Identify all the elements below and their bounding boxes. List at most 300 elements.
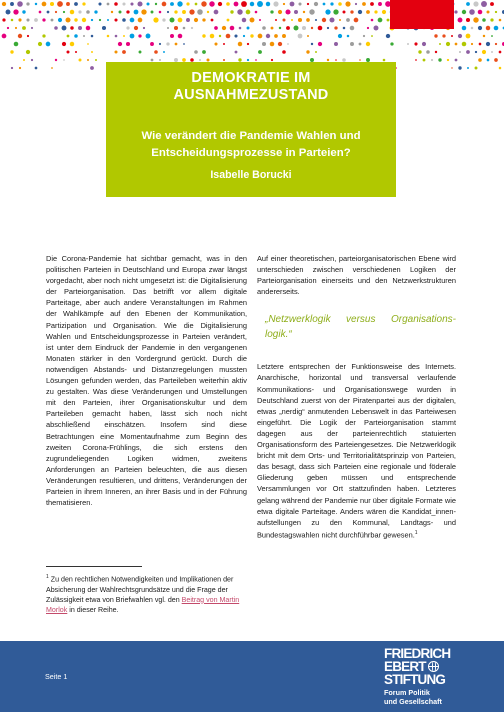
footnote-reference[interactable]: 1 [414, 529, 418, 536]
decorative-dot [407, 43, 409, 45]
decorative-dot [211, 19, 214, 22]
decorative-dot [159, 59, 161, 61]
decorative-dot [226, 2, 230, 6]
decorative-dot [275, 19, 277, 21]
decorative-dot [499, 51, 502, 54]
decorative-dot [114, 2, 118, 6]
decorative-dot [438, 58, 441, 61]
decorative-dot [241, 1, 247, 7]
decorative-dot [102, 26, 106, 30]
decorative-dot [247, 27, 250, 30]
decorative-dot [74, 2, 78, 6]
decorative-dot [483, 35, 485, 37]
decorative-dot [271, 27, 274, 30]
footnote-number: 1 [46, 574, 49, 580]
decorative-dot [6, 10, 11, 15]
footnote: $^1$ Zu den rechtlichen Notwendigkeiten und Implikationen der Absicherung der Wahlrechtsgrundsätze und die Frage der Zulässigkeit etwa von Briefwahlen vgl. den Beitrag von Martin Morlok in dieser Reihe. [46, 574, 240, 614]
decorative-dot [243, 35, 245, 37]
decorative-dot [126, 10, 129, 13]
decorative-dot [367, 27, 369, 29]
decorative-dot [167, 11, 169, 13]
decorative-dot [87, 43, 89, 45]
decorative-dot [130, 2, 133, 5]
decorative-dot [7, 27, 9, 29]
decorative-dot [442, 34, 445, 37]
decorative-dot [114, 18, 117, 21]
decorative-dot [278, 42, 282, 46]
decorative-dot [123, 35, 125, 37]
decorative-dot [214, 42, 217, 45]
decorative-dot [199, 59, 201, 61]
decorative-dot [99, 19, 101, 21]
decorative-dot [163, 51, 165, 53]
decorative-dot [11, 67, 13, 69]
decorative-dot [242, 18, 247, 23]
decorative-dot [290, 2, 295, 7]
decorative-dot [202, 50, 206, 54]
decorative-dot [338, 34, 342, 38]
decorative-dot [462, 26, 467, 31]
decorative-dot [495, 11, 497, 13]
decorative-dot [247, 43, 249, 45]
decorative-dot [363, 35, 365, 37]
decorative-dot [350, 26, 355, 31]
decorative-dot [75, 51, 77, 53]
decorative-dot [170, 2, 174, 6]
decorative-dot [230, 10, 233, 13]
decorative-dot [222, 26, 226, 30]
decorative-dot [250, 34, 253, 37]
decorative-dot [246, 10, 251, 15]
decorative-dot [451, 67, 452, 68]
decorative-dot [371, 35, 373, 37]
decorative-dot [486, 42, 490, 46]
decorative-dot [2, 18, 5, 21]
decorative-dot [58, 18, 62, 22]
decorative-dot [309, 9, 314, 14]
decorative-dot [178, 34, 183, 39]
decorative-dot [358, 10, 362, 14]
decorative-dot [134, 26, 138, 30]
decorative-dot [74, 34, 78, 38]
decorative-dot [286, 26, 290, 30]
decorative-dot [495, 43, 497, 45]
decorative-dot [323, 3, 326, 6]
decorative-dot [499, 19, 502, 22]
decorative-dot [466, 2, 470, 6]
decorative-dot [195, 3, 198, 6]
decorative-dot [151, 59, 154, 62]
decorative-dot [355, 3, 357, 5]
decorative-dot [378, 2, 382, 6]
decorative-dot [386, 34, 390, 38]
decorative-dot [471, 43, 473, 45]
decorative-dot [282, 34, 286, 38]
decorative-dot [141, 9, 146, 14]
decorative-dot [234, 34, 237, 37]
decorative-dot [354, 18, 359, 23]
decorative-dot [138, 18, 143, 23]
decorative-dot [90, 66, 94, 70]
decorative-dot [382, 10, 386, 14]
decorative-dot [478, 10, 483, 15]
decorative-dot [83, 35, 85, 37]
decorative-dot [155, 3, 157, 5]
decorative-dot [471, 27, 474, 30]
decorative-dot [426, 50, 430, 54]
body-paragraph: Letztere entsprechen der Funktionsweise des Internets. Anarchische, horizontal und transversal verlaufende Kommunikations- und Organisationswege wurden in Deutschland zuerst von der Piratenpartei aus der digitalen, etwas „nerdig“ anmutenden Lebenswelt in das Parteiwesen eingeführt. Die Logik der Parteiorganisation stammt dagegen aus der parteienrechtlich statuierten Organisationsform des Parteiengesetzes. Die Netzwerklogik bricht mit dem Orts- und Territorialitätsprinzip von Parteien, das besagt, dass sich Parteien eine regionale und föderale Gliederung geben müssen und entsprechende Versammlungen vor Ort stattzufinden haben. Letzteres gelang während der Pandemie nur über digitale Formate wie etwa digitale Parteitage. Anders wären die Kandidat_innen-aufstellungen zu den Kommunal, Landtags- und Bundestagswahlen nicht durchführbar gewesen.$^1$ [257, 362, 456, 540]
decorative-dot [282, 18, 285, 21]
decorative-dot [350, 10, 353, 13]
decorative-dot [210, 34, 215, 39]
pull-quote: „Netzwerklogik versus Organisations-logik.“ [265, 314, 456, 340]
decorative-dot [334, 26, 337, 29]
decorative-dot [273, 1, 278, 6]
decorative-dot [91, 35, 94, 38]
title-box [106, 62, 396, 197]
decorative-dot [91, 51, 93, 53]
decorative-dot [214, 10, 219, 15]
decorative-dot [57, 1, 63, 7]
decorative-dot [38, 42, 42, 46]
decorative-dot [481, 1, 487, 7]
decorative-dot [333, 9, 338, 14]
footnote-divider [46, 566, 142, 567]
globe-icon [428, 661, 439, 672]
decorative-dot [478, 58, 482, 62]
decorative-dot [162, 2, 167, 7]
decorative-dot [302, 26, 306, 30]
decorative-dot [114, 50, 117, 53]
decorative-dot [86, 10, 90, 14]
decorative-dot [359, 43, 362, 46]
decorative-dot [255, 11, 258, 14]
decorative-dot [266, 34, 270, 38]
decorative-dot [87, 59, 89, 61]
decorative-dot [227, 19, 230, 22]
decorative-dot [237, 9, 242, 14]
decorative-dot [175, 43, 178, 46]
decorative-dot [46, 42, 51, 47]
decorative-dot [250, 18, 255, 23]
decorative-dot [257, 1, 263, 7]
decorative-dot [345, 1, 350, 6]
decorative-dot [169, 17, 174, 22]
decorative-dot [307, 35, 309, 37]
footnote-link[interactable]: Beitrag von Martin Morlok [46, 595, 240, 614]
decorative-dot [15, 27, 17, 29]
decorative-dot [202, 18, 205, 21]
decorative-dot [370, 2, 374, 6]
decorative-dot [170, 34, 174, 38]
decorative-dot [63, 11, 65, 13]
decorative-dot [107, 19, 109, 21]
decorative-dot [306, 18, 310, 22]
decorative-dot [50, 2, 54, 6]
decorative-dot [39, 11, 42, 14]
decorative-dot [166, 42, 169, 45]
decorative-dot [418, 50, 421, 53]
decorative-dot [86, 26, 90, 30]
decorative-dot [259, 19, 261, 21]
decorative-dot [74, 18, 77, 21]
decorative-dot [479, 43, 482, 46]
decorative-dot [122, 50, 126, 54]
decorative-dot [287, 43, 289, 45]
decorative-dot [329, 17, 334, 22]
decorative-dot [162, 18, 165, 21]
decorative-dot [202, 34, 205, 37]
decorative-dot [126, 26, 129, 29]
decorative-dot [482, 50, 486, 54]
decorative-dot [107, 35, 110, 38]
decorative-dot [447, 59, 449, 61]
decorative-dot [318, 42, 322, 46]
decorative-dot [159, 11, 162, 14]
decorative-dot [282, 50, 286, 54]
decorative-dot [146, 2, 149, 5]
decorative-dot [218, 2, 222, 6]
decorative-dot [491, 35, 493, 37]
decorative-dot [458, 66, 461, 69]
decorative-dot [462, 10, 466, 14]
decorative-dot [490, 18, 493, 21]
decorative-dot [311, 43, 313, 45]
decorative-dot [247, 59, 249, 61]
decorative-dot [314, 2, 318, 6]
decorative-dot [487, 11, 490, 14]
page-number: Seite 1 [45, 672, 68, 681]
decorative-dot [42, 34, 45, 37]
decorative-dot [285, 9, 290, 14]
decorative-dot [78, 10, 81, 13]
decorative-dot [499, 67, 502, 70]
decorative-dot [126, 42, 130, 46]
decorative-dot [67, 35, 70, 38]
decorative-dot [151, 11, 154, 14]
decorative-dot [82, 18, 86, 22]
decorative-dot [209, 1, 214, 6]
decorative-dot [490, 2, 494, 6]
decorative-dot [387, 19, 390, 22]
decorative-dot [54, 26, 58, 30]
decorative-dot [455, 59, 458, 62]
decorative-dot [378, 18, 383, 23]
decorative-dot [2, 2, 6, 6]
decorative-dot [10, 50, 13, 53]
decorative-dot [366, 42, 370, 46]
decorative-dot [473, 1, 478, 6]
decorative-dot [177, 1, 182, 6]
decorative-dot [374, 10, 377, 13]
decorative-dot [350, 42, 354, 46]
decorative-dot [294, 10, 298, 14]
decorative-dot [307, 3, 309, 5]
decorative-dot [115, 35, 118, 38]
decorative-dot [435, 51, 437, 53]
decorative-dot [298, 2, 301, 5]
decorative-dot [374, 26, 379, 31]
decorative-dot [26, 2, 29, 5]
decorative-dot [306, 50, 309, 53]
intro-paragraph: Die Corona-Pandemie hat sichtbar gemacht, was in den politischen Parteien in Deutschland und Europa zwar längst vorgedacht, aber noch nicht umgesetzt ist: die Digitalisierung der Parteiorganisation. Das betrifft vor allem digitale Parteitage, aber auch andere Veranstaltungen im Rahmen der Wahlkämpfe auf den Ebenen der Kommunikation, Partizipation und Organisation. Wie die Digitalisierung Wahlen und Entscheidungsprozesse in Parteien verändert, ist unter dem Eindruck der Pandemie in den vergangenen Monaten stärker in den Vordergrund gerückt. Durch die notwendigen Abstands- und Distanzregelungen mussten Lösungen gefunden werden, das Parteileben weiterhin aktiv zu gestalten. Was diese Veränderungen und Umstellungen mit den Parteien, ihrer Organisationskultur und dem Parteileben gemacht haben, lässt sich noch nicht abschließend einschätzen. Insofern sind diese Betrachtungen eine Momentaufnahme zum Beginn des zweiten Corona-Frühlings, die sich erstens den zugrundeliegenden Logiken widmen, zweitens Anforderungen an Parteien beleuchten, die aus diesen Veränderungen resultieren, und drittens, Veränderungen der Parteien in ihrem Inneren, an ihrer Basis und in der Führung thematisieren. [46, 254, 247, 508]
decorative-dot [174, 10, 177, 13]
decorative-dot [51, 67, 53, 69]
decorative-dot [469, 9, 475, 15]
decorative-dot [62, 42, 66, 46]
decorative-dot [266, 2, 270, 6]
decorative-dot [414, 42, 417, 45]
decorative-dot [11, 19, 14, 22]
decorative-dot [186, 2, 189, 5]
decorative-dot [458, 18, 463, 23]
decorative-dot [154, 50, 158, 54]
decorative-dot [339, 19, 341, 21]
decorative-dot [70, 42, 74, 46]
decorative-dot [255, 59, 257, 61]
decorative-dot [458, 34, 462, 38]
decorative-dot [230, 26, 235, 31]
decorative-dot [234, 2, 239, 7]
decorative-dot [159, 43, 161, 45]
decorative-dot [194, 50, 198, 54]
decorative-dot [454, 10, 457, 13]
decorative-dot [359, 59, 361, 61]
decorative-dot [487, 59, 490, 62]
document-title: DEMOKRATIE IM AUSNAHMEZUSTAND [173, 70, 329, 103]
decorative-dot [23, 59, 25, 61]
decorative-dot [262, 26, 266, 30]
decorative-dot [315, 19, 317, 21]
decorative-dot [186, 18, 190, 22]
decorative-dot [150, 42, 154, 46]
decorative-dot [14, 42, 19, 47]
decorative-dot [462, 42, 467, 47]
decorative-dot [31, 27, 33, 29]
decorative-dot [473, 17, 478, 22]
decorative-dot [271, 59, 273, 61]
decorative-dot [26, 18, 29, 21]
decorative-dot [27, 35, 29, 37]
decorative-dot [423, 59, 426, 62]
decorative-dot [315, 51, 317, 53]
decorative-dot [475, 67, 478, 70]
decorative-dot [482, 18, 486, 22]
decorative-dot [491, 51, 493, 53]
decorative-dot [94, 10, 97, 13]
decorative-dot [343, 27, 346, 30]
decorative-dot [451, 35, 453, 37]
decorative-dot [334, 42, 338, 46]
footer-bar [0, 641, 504, 712]
decorative-dot [235, 51, 238, 54]
decorative-dot [82, 2, 85, 5]
decorative-dot [91, 19, 93, 21]
decorative-dot [42, 2, 47, 7]
decorative-dot [434, 34, 437, 37]
decorative-dot [258, 50, 262, 54]
decorative-dot [343, 11, 346, 14]
decorative-dot [139, 51, 142, 54]
decorative-dot [143, 27, 145, 29]
decorative-dot [13, 9, 18, 14]
decorative-dot [201, 1, 206, 6]
decorative-dot [278, 10, 282, 14]
decorative-dot [494, 26, 499, 31]
decorative-dot [383, 59, 386, 62]
left-column [46, 253, 247, 508]
decorative-dot [207, 11, 209, 13]
decorative-dot [298, 18, 302, 22]
decorative-dot [439, 43, 441, 45]
decorative-dot [42, 18, 45, 21]
decorative-dot [223, 43, 225, 45]
decorative-dot [22, 10, 25, 13]
decorative-dot [486, 26, 490, 30]
decorative-dot [130, 18, 135, 23]
decorative-dot [475, 51, 477, 53]
decorative-dot [250, 2, 254, 6]
decorative-dot [467, 67, 469, 69]
decorative-dot [223, 59, 225, 61]
decorative-dot [118, 10, 121, 13]
decorative-dot [298, 34, 303, 39]
decorative-dot [167, 27, 169, 29]
decorative-dot [55, 11, 57, 13]
decorative-dot [293, 25, 298, 30]
decorative-dot [338, 2, 342, 6]
decorative-dot [494, 58, 498, 62]
decorative-dot [182, 10, 186, 14]
decorative-dot [122, 18, 126, 22]
decorative-dot [327, 27, 329, 29]
decorative-dot [239, 27, 242, 30]
decorative-dot [279, 27, 281, 29]
decorative-dot [330, 2, 333, 5]
decorative-dot [63, 59, 65, 61]
decorative-dot [66, 2, 70, 6]
decorative-dot [35, 67, 38, 70]
decorative-dot [178, 18, 183, 23]
decorative-dot [191, 27, 193, 29]
decorative-dot [311, 27, 313, 29]
decorative-dot [22, 26, 26, 30]
decorative-dot [138, 34, 141, 37]
decorative-dot [95, 59, 97, 61]
decorative-dot [183, 27, 186, 30]
decorative-dot [130, 34, 135, 39]
decorative-dot [283, 3, 285, 5]
document-subtitle: Wie verändert die Pandemie Wahlen und Entscheidungsprozesse in Parteien? [141, 130, 361, 159]
decorative-dot [415, 59, 417, 61]
decorative-dot [466, 18, 470, 22]
decorative-dot [18, 18, 21, 21]
right-column [257, 253, 456, 540]
decorative-dot [18, 34, 22, 38]
decorative-dot [466, 50, 470, 54]
decorative-dot [371, 19, 374, 22]
decorative-dot [325, 9, 330, 14]
decorative-dot [111, 11, 113, 13]
decorative-dot [303, 11, 305, 13]
decorative-dot [431, 59, 433, 61]
decorative-dot [78, 26, 82, 30]
fes-logo: FRIEDRICH EBERT STIFTUNG Forum Politik und Gesellschaft [384, 646, 451, 706]
decorative-dot [134, 10, 139, 15]
decorative-dot [422, 42, 426, 46]
decorative-dot [70, 26, 73, 29]
decorative-dot [10, 2, 14, 6]
